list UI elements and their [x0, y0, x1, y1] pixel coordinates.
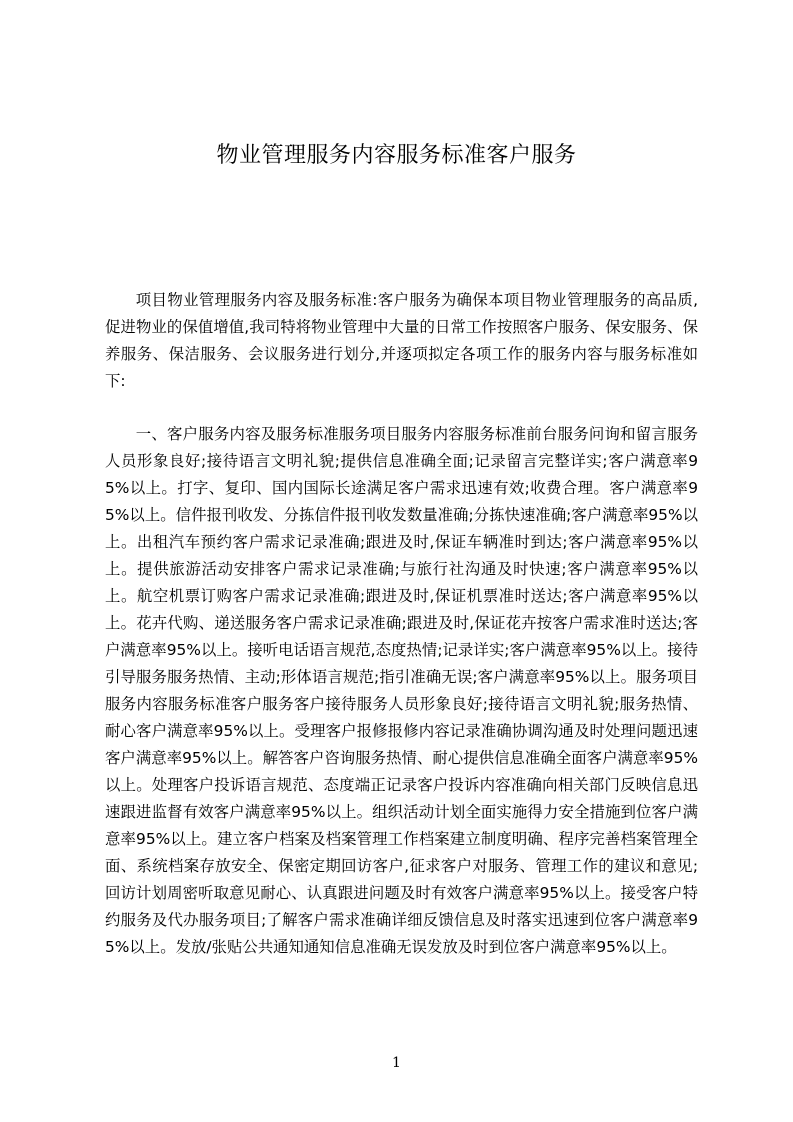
document-title: 物业管理服务内容服务标准客户服务	[216, 143, 577, 168]
intro-paragraph: 项目物业管理服务内容及服务标准:客户服务为确保本项目物业管理服务的高品质,促进物业的保值增值,我司特将物业管理中大量的日常工作按照客户服务、保安服务、保养服务、保洁服务、会议服务进行划分,并逐项拟定各项工作的服务内容与服务标准如下:	[105, 291, 698, 390]
body-paragraph: 一、客户服务内容及服务标准服务项目服务内容服务标准前台服务问询和留言服务人员形象良好;接待语言文明礼貌;提供信息准确全面;记录留言完整详实;客户满意率95%以上。打字、复印、国内国际长途满足客户需求迅速有效;收费合理。客户满意率95%以上。信件报刊收发、分拣信件报刊收发数量准确;分拣快速准确;客户满意率95%以上。出租汽车预约客户需求记录准确;跟进及时,保证车辆准时到达;客户满意率95%以上。提供旅游活动安排客户需求记录准确;与旅行社沟通及时快速;客户满意率95%以上。航空机票订购客户需求记录准确;跟进及时,保证机票准时送达;客户满意率95%以上。花卉代购、递送服务客户需求记录准确;跟进及时,保证花卉按客户需求准时送达;客户满意率95%以上。接听电话语言规范,态度热情;记录详实;客户满意率95%以上。接待引导服务服务热情、主动;形体语言规范;指引准确无误;客户满意率95%以上。服务项目服务内容服务标准客户服务客户接待服务人员形象良好;接待语言文明礼貌;服务热情、耐心客户满意率95%以上。受理客户报修报修内容记录准确协调沟通及时处理问题迅速客户满意率95%以上。解答客户咨询服务热情、耐心提供信息准确全面客户满意率95%以上。处理客户投诉语言规范、态度端正记录客户投诉内容准确向相关部门反映信息迅速跟进监督有效客户满意率95%以上。组织活动计划全面实施得力安全措施到位客户满意率95%以上。建立客户档案及档案管理工作档案建立制度明确、程序完善档案管理全面、系统档案存放安全、保密定期回访客户,征求客户对服务、管理工作的建议和意见;回访计划周密听取意见耐心、认真跟进问题及时有效客户满意率95%以上。接受客户特约服务及代办服务项目;了解客户需求准确详细反馈信息及时落实迅速到位客户满意率95%以上。发放/张贴公共通知通知信息准确无误发放及时到位客户满意率95%以上。	[105, 425, 698, 956]
page-number: 1	[392, 1055, 401, 1071]
